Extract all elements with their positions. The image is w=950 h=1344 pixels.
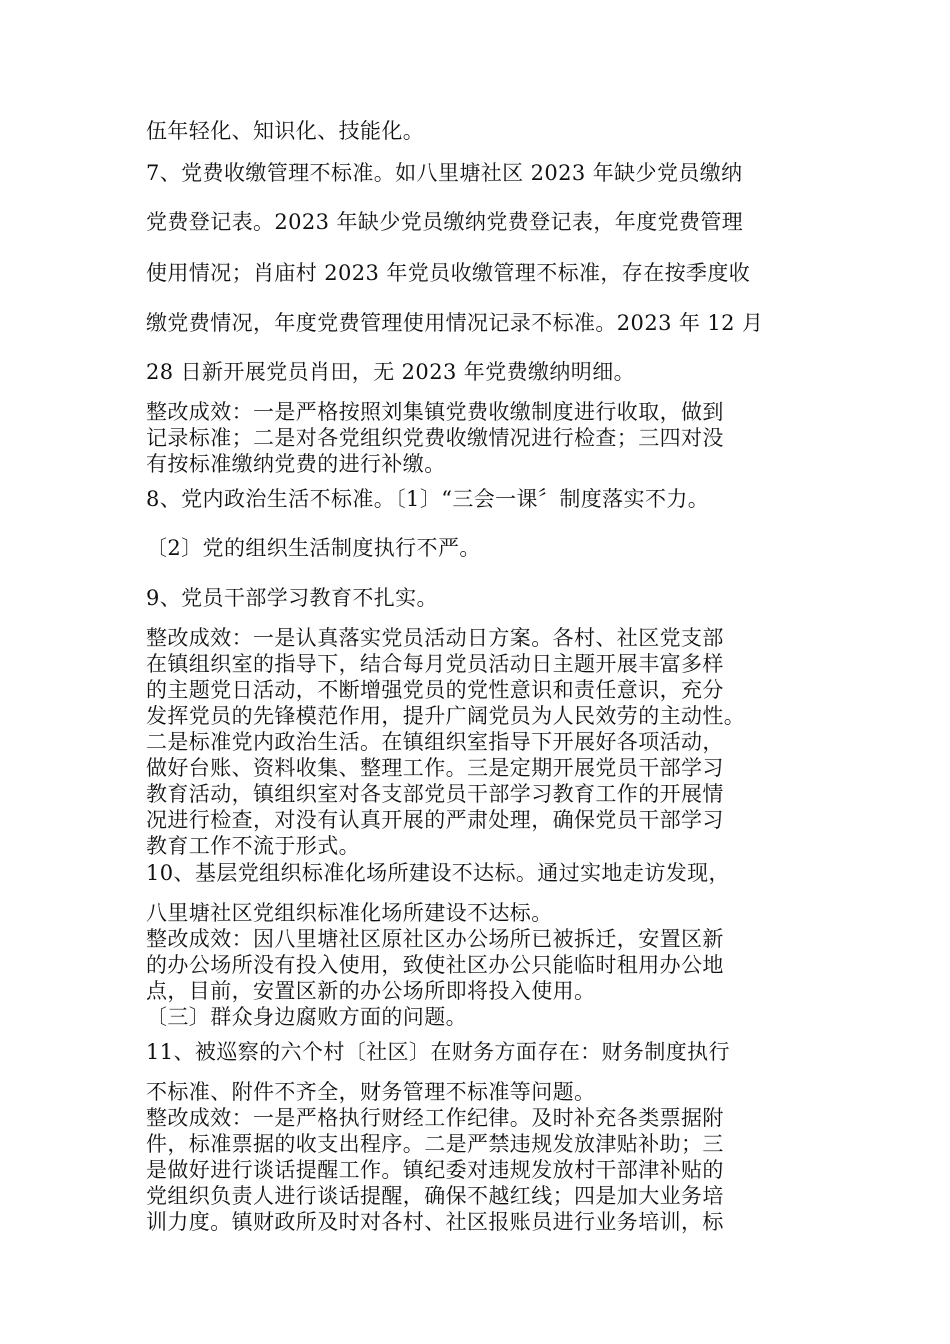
text-line: 八里塘社区党组织标准化场所建设不达标。 (146, 901, 553, 925)
text-line: 记录标准；二是对各党组织党费收缴情况进行检查；三四对没 (146, 426, 724, 450)
text-line: 8、党内政治生活不标准。〔1〕“三会一课〞制度落实不力。 (146, 487, 710, 511)
text-line: 发挥党员的先锋模范作用，提升广阔党员为人民效劳的主动性。 (146, 704, 746, 728)
text-line: 点，目前，安置区新的办公场所即将投入使用。 (146, 979, 596, 1003)
text-line: 是做好进行谈话提醒工作。镇纪委对违规发放村干部津补贴的 (146, 1158, 724, 1182)
text-line: 整改成效：一是严格按照刘集镇党费收缴制度进行收取，做到 (146, 400, 724, 424)
text-line: 在镇组织室的指导下，结合每月党员活动日主题开展丰富多样 (146, 652, 724, 676)
text-line: 有按标准缴纳党费的进行补缴。 (146, 452, 446, 476)
text-line: 整改成效：因八里塘社区原社区办公场所已被拆迁，安置区新 (146, 927, 724, 951)
text-line: 使用情况；肖庙村 2023 年党员收缴管理不标准，存在按季度收 (146, 261, 751, 285)
text-line: 11、被巡察的六个村〔社区〕在财务方面存在：财务制度执行 (146, 1040, 730, 1064)
text-line: 教育活动，镇组织室对各支部党员干部学习教育工作的开展情 (146, 782, 724, 806)
text-line: 28 日新开展党员肖田，无 2023 年党费缴纳明细。 (146, 360, 635, 384)
text-line: 缴党费情况，年度党费管理使用情况记录不标准。2023 年 12 月 (146, 311, 764, 335)
text-line: 党组织负责人进行谈话提醒，确保不越红线；四是加大业务培 (146, 1184, 724, 1208)
text-line: 训力度。镇财政所及时对各村、社区报账员进行业务培训，标 (146, 1210, 724, 1234)
text-line: 9、党员干部学习教育不扎实。 (146, 586, 438, 610)
text-line: 件，标准票据的收支出程序。二是严禁违规发放津贴补助；三 (146, 1132, 724, 1156)
text-line: 不标准、附件不齐全，财务管理不标准等问题。 (146, 1080, 596, 1104)
text-line: 党费登记表。2023 年缺少党员缴纳党费登记表，年度党费管理 (146, 210, 744, 234)
text-line: 整改成效：一是认真落实党员活动日方案。各村、社区党支部 (146, 626, 724, 650)
text-line: 7、党费收缴管理不标准。如八里塘社区 2023 年缺少党员缴纳 (146, 161, 743, 185)
text-line: 的办公场所没有投入使用，致使社区办公只能临时租用办公地 (146, 953, 724, 977)
text-line: 的主题党日活动，不断增强党员的党性意识和责任意识，充分 (146, 678, 724, 702)
text-line: 教育工作不流于形式。 (146, 834, 360, 858)
text-line: 10、基层党组织标准化场所建设不达标。通过实地走访发现， (146, 861, 730, 885)
text-line: 整改成效：一是严格执行财经工作纪律。及时补充各类票据附 (146, 1106, 724, 1130)
text-line: 做好台账、资料收集、整理工作。三是定期开展党员干部学习 (146, 756, 724, 780)
text-line: 伍年轻化、知识化、技能化。 (146, 119, 425, 143)
text-line: 〔三〕群众身边腐败方面的问题。 (146, 1005, 467, 1029)
text-line: 〔2〕党的组织生活制度执行不严。 (146, 536, 481, 560)
text-line: 况进行检查，对没有认真开展的严肃处理，确保党员干部学习 (146, 808, 724, 832)
text-line: 二是标准党内政治生活。在镇组织室指导下开展好各项活动， (146, 730, 724, 754)
